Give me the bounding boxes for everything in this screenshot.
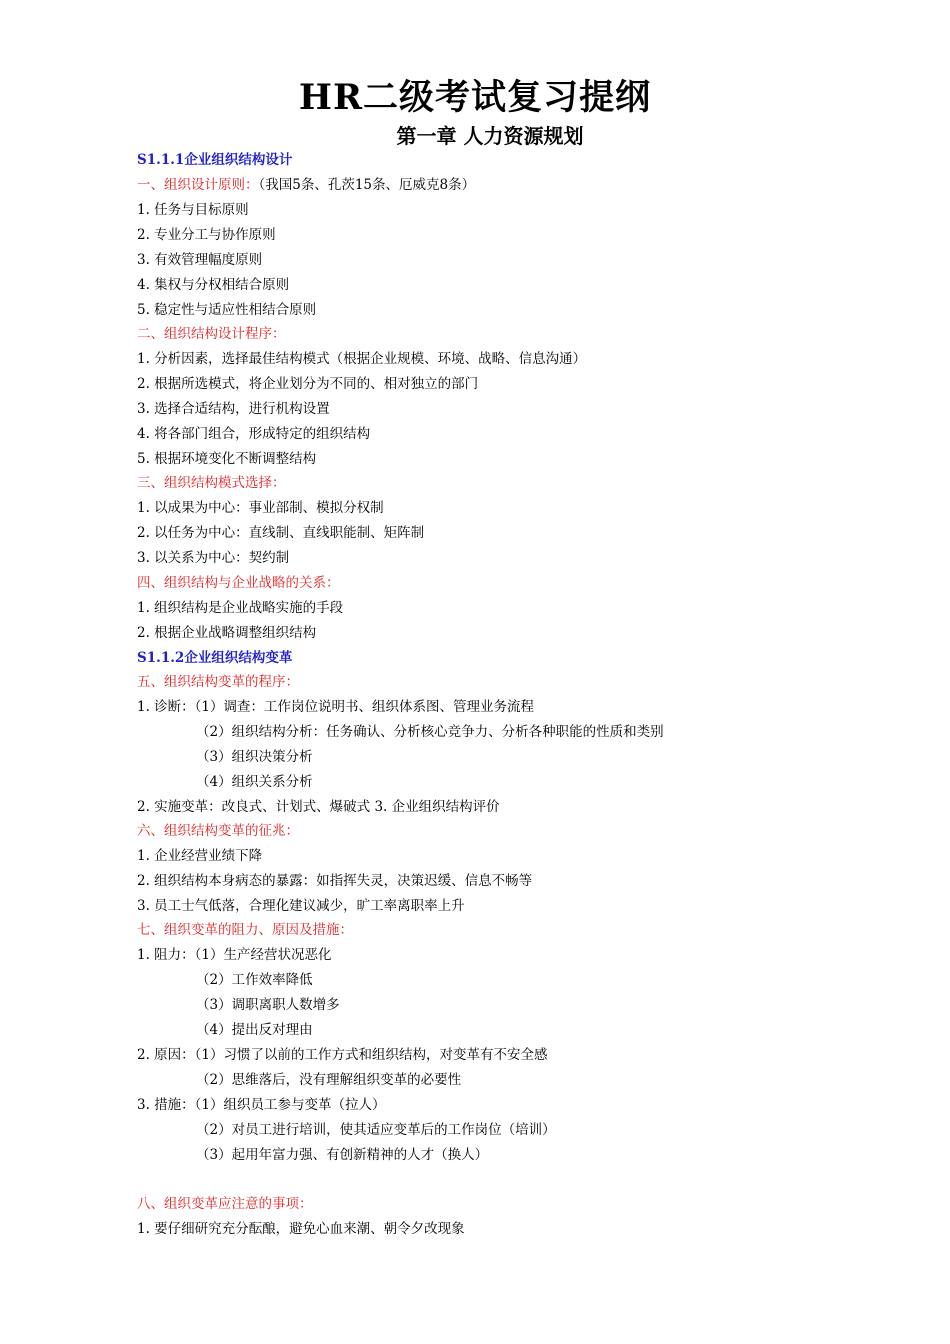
line-text: （3）组织决策分析: [196, 749, 313, 765]
outline-item: [196, 747, 313, 767]
topic-heading: [137, 821, 299, 841]
topic-heading: [137, 175, 475, 195]
line-text: （2）思维落后，没有理解组织变革的必要性: [196, 1072, 462, 1088]
outline-item: [196, 1120, 556, 1140]
line-text: （4）组织关系分析: [196, 774, 313, 790]
line-text: 六、组织结构变革的征兆：: [137, 823, 299, 839]
line-text: 4. 集权与分权相结合原则: [137, 277, 290, 293]
line-text: 3. 员工士气低落，合理化建议减少，旷工率离职率上升: [137, 898, 465, 914]
section-heading: [137, 150, 292, 170]
line-text: （3）调职离职人数增多: [196, 997, 340, 1013]
outline-item: [137, 374, 478, 394]
outline-item: [137, 275, 289, 295]
heading-note: （我国5条、孔茨15条、厄威克8条）: [258, 177, 476, 193]
line-text: 五、组织结构变革的程序：: [137, 674, 299, 690]
outline-item: [196, 1070, 461, 1090]
topic-heading: [137, 1194, 313, 1214]
outline-item: [196, 772, 313, 792]
outline-item: [137, 300, 316, 320]
line-text: （2）工作效率降低: [196, 972, 313, 988]
line-text: 2. 以任务为中心：直线制、直线职能制、矩阵制: [137, 525, 425, 541]
topic-heading: [137, 473, 286, 493]
outline-item: [137, 399, 330, 419]
topic-heading: [137, 672, 299, 692]
outline-item: [137, 697, 534, 717]
line-text: 1. 要仔细研究充分酝酿，避免心血来潮、朝令夕改现象: [137, 1221, 465, 1237]
outline-item: [137, 200, 249, 220]
outline-item: [137, 846, 262, 866]
line-text: 1. 组织结构是企业战略实施的手段: [137, 600, 344, 616]
line-text: （4）提出反对理由: [196, 1022, 313, 1038]
line-text: 七、组织变革的阻力、原因及措施：: [137, 922, 353, 938]
outline-item: [196, 722, 664, 742]
line-text: （3）起用年富力强、有创新精神的人才（换人）: [196, 1147, 489, 1163]
outline-item: [137, 1045, 548, 1065]
line-text: 2. 组织结构本身病态的暴露：如指挥失灵，决策迟缓、信息不畅等: [137, 873, 533, 889]
line-text: S1.1.1企业组织结构设计: [137, 152, 293, 168]
line-text: 1. 诊断：（1）调查：工作岗位说明书、组织体系图、管理业务流程: [137, 699, 535, 715]
line-text: 3. 选择合适结构，进行机构设置: [137, 401, 330, 417]
line-text: 3. 措施：（1）组织员工参与变革（拉人）: [137, 1097, 386, 1113]
outline-item: [137, 945, 332, 965]
line-text: 一、组织设计原则：: [137, 177, 259, 193]
line-text: 4. 将各部门组合，形成特定的组织结构: [137, 426, 371, 442]
line-text: （2）对员工进行培训，使其适应变革后的工作岗位（培训）: [196, 1122, 556, 1138]
outline-item: [196, 970, 313, 990]
line-text: 2. 专业分工与协作原则: [137, 227, 276, 243]
topic-heading: [137, 324, 286, 344]
outline-item: [137, 1095, 386, 1115]
outline-item: [137, 598, 343, 618]
line-text: 2. 实施变革：改良式、计划式、爆破式 3. 企业组织结构评价: [137, 799, 500, 815]
outline-item: [196, 1020, 313, 1040]
line-text: 2. 根据所选模式，将企业划分为不同的、相对独立的部门: [137, 376, 479, 392]
line-text: 1. 分析因素，选择最佳结构模式（根据企业规模、环境、战略、信息沟通）: [137, 351, 587, 367]
topic-heading: [137, 920, 353, 940]
line-text: （2）组织结构分析：任务确认、分析核心竞争力、分析各种职能的性质和类别: [196, 724, 664, 740]
outline-item: [137, 523, 424, 543]
line-text: 四、组织结构与企业战略的关系：: [137, 575, 340, 591]
outline-item: [137, 1219, 465, 1239]
line-text: 三、组织结构模式选择：: [137, 475, 286, 491]
line-text: 1. 以成果为中心：事业部制、模拟分权制: [137, 500, 384, 516]
line-text: 八、组织变革应注意的事项：: [137, 1196, 313, 1212]
outline-item: [196, 995, 340, 1015]
line-text: S1.1.2企业组织结构变革: [137, 650, 293, 666]
outline-item: [137, 349, 586, 369]
line-text: 2. 原因：（1）习惯了以前的工作方式和组织结构，对变革有不安全感: [137, 1047, 548, 1063]
outline-item: [137, 250, 262, 270]
outline-item: [137, 896, 465, 916]
outline-item: [137, 225, 276, 245]
section-heading: [137, 648, 292, 668]
document-title: HR二级考试复习提纲: [298, 77, 652, 118]
outline-item: [196, 1145, 488, 1165]
line-text: 二、组织结构设计程序：: [137, 326, 286, 342]
outline-item: [137, 424, 370, 444]
outline-item: [137, 797, 500, 817]
line-text: 1. 企业经营业绩下降: [137, 848, 263, 864]
line-text: 1. 阻力：（1）生产经营状况恶化: [137, 947, 332, 963]
line-text: 3. 以关系为中心：契约制: [137, 550, 290, 566]
line-text: 5. 根据环境变化不断调整结构: [137, 451, 317, 467]
line-text: 1. 任务与目标原则: [137, 202, 249, 218]
chapter-title: 第一章 人力资源规划: [396, 124, 584, 148]
topic-heading: [137, 573, 340, 593]
outline-item: [137, 548, 289, 568]
outline-item: [137, 871, 532, 891]
outline-item: [137, 449, 316, 469]
line-text: 5. 稳定性与适应性相结合原则: [137, 302, 317, 318]
line-text: 2. 根据企业战略调整组织结构: [137, 625, 317, 641]
line-text: 3. 有效管理幅度原则: [137, 252, 263, 268]
outline-item: [137, 623, 316, 643]
outline-item: [137, 498, 384, 518]
